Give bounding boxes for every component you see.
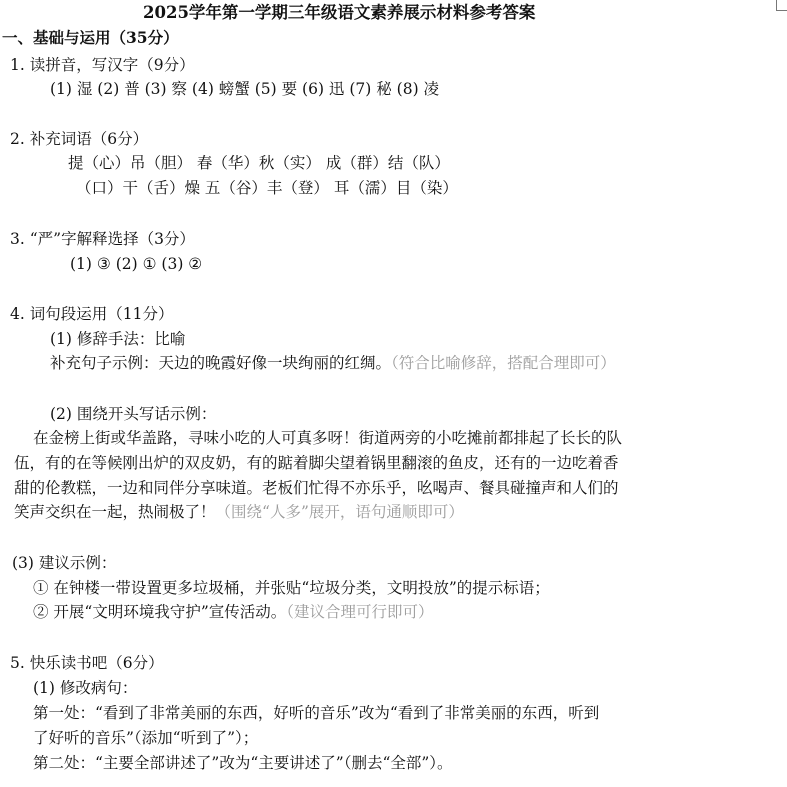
question-1-answers: (1) 湿 (2) 普 (3) 察 (4) 螃蟹 (5) 要 (6) 迅 (7) 秘 (8) 凌 bbox=[50, 80, 440, 98]
suggestion-text: ② 开展“文明环境我守护”宣传活动。 bbox=[33, 603, 287, 621]
question-5-heading: 5. 快乐读书吧（6分） bbox=[10, 654, 164, 672]
question-4-part-1-label: (1) 修辞手法：比喻 bbox=[50, 330, 186, 348]
question-2-heading: 2. 补充词语（6分） bbox=[10, 130, 149, 148]
question-1-heading: 1. 读拼音，写汉字（9分） bbox=[10, 56, 195, 74]
grading-note: （符合比喻修辞，搭配合理即可） bbox=[391, 354, 616, 372]
suggestion-item-1: ① 在钟楼一带设置更多垃圾桶，并张贴“垃圾分类，文明投放”的提示标语； bbox=[33, 579, 550, 597]
correction-line: 第一处：“看到了非常美丽的东西，好听的音乐”改为“看到了非常美丽的东西，听到 bbox=[33, 704, 600, 722]
correction-line: 第二处：“主要全部讲述了”改为“主要讲述了”（删去“全部”）。 bbox=[33, 754, 453, 772]
correction-line: 了好听的音乐”（添加“听到了”）； bbox=[33, 729, 259, 747]
question-3-heading: 3. “严”字解释选择（3分） bbox=[10, 230, 195, 248]
question-2-row-2: （口）干（舌）燥 五（谷）丰（登） 耳（濡）目（染） bbox=[76, 179, 458, 197]
page-corner-mark bbox=[776, 0, 787, 11]
paragraph-line-text: 笑声交织在一起，热闹极了！ bbox=[14, 503, 216, 521]
page-title: 2025学年第一学期三年级语文素养展示材料参考答案 bbox=[143, 3, 536, 22]
question-2-row-1: 提（心）吊（胆） 春（华）秋（实） 成（群）结（队） bbox=[68, 154, 450, 172]
question-4-heading: 4. 词句段运用（11分） bbox=[10, 305, 174, 323]
question-4-part-3-label: (3) 建议示例： bbox=[12, 554, 117, 572]
question-4-part-1-example bbox=[50, 352, 616, 374]
grading-note: （围绕“人多”展开，语句通顺即可） bbox=[215, 503, 464, 521]
question-3-answers: (1) ③ (2) ① (3) ② bbox=[70, 255, 203, 273]
paragraph-line: 甜的伦教糕，一边和同伴分享味道。老板们忙得不亦乐乎，吆喝声、餐具碰撞声和人们的 bbox=[14, 479, 619, 497]
question-5-part-1-label: (1) 修改病句： bbox=[33, 679, 138, 697]
example-sentence: 补充句子示例：天边的晚霞好像一块绚丽的红绸。 bbox=[50, 354, 392, 372]
question-4-part-2-label: (2) 围绕开头写话示例： bbox=[50, 405, 217, 423]
grading-note: （建议合理可行即可） bbox=[286, 603, 434, 621]
paragraph-line bbox=[14, 501, 464, 523]
paragraph-line: 在金榜上街或华盖路，寻味小吃的人可真多呀！街道两旁的小吃摊前都排起了长长的队 bbox=[33, 429, 623, 447]
section-heading: 一、基础与运用（35分） bbox=[2, 28, 179, 47]
suggestion-item-2 bbox=[33, 601, 434, 623]
paragraph-line: 伍，有的在等候刚出炉的双皮奶，有的踮着脚尖望着锅里翻滚的鱼皮，还有的一边吃着香 bbox=[14, 454, 619, 472]
